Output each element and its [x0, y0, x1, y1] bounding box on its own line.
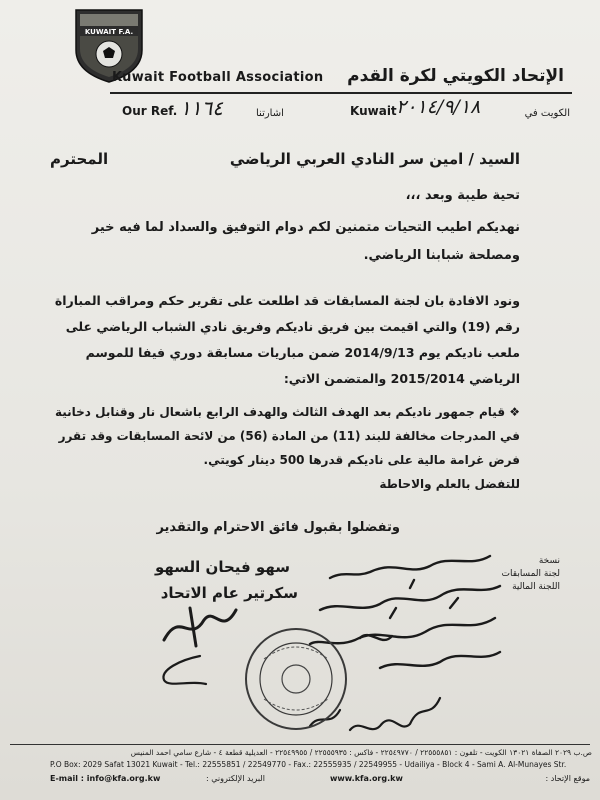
official-stamp-icon [242, 625, 350, 733]
ref-number: ١١٦٤ [180, 96, 223, 120]
recipient-line [50, 150, 520, 168]
footer-address-en: P.O Box: 2029 Safat 13021 Kuwait - Tel.: 22555851 / 22549770 - Fax.: 22555935 / 22549955 - Udailiya - Block 4 - Sami A. Al-Munayes Str. [50, 760, 567, 769]
ref-label-en: Our Ref. [122, 104, 178, 118]
svg-text:KUWAIT F.A.: KUWAIT F.A. [84, 28, 134, 36]
copy-recipient-2: اللجنة المالية [512, 582, 560, 592]
header-rule [110, 92, 572, 94]
copy-recipient-1: لجنة المسابقات [501, 569, 560, 579]
bullet-item [50, 400, 520, 496]
bullet-text: قيام جمهور ناديكم بعد الهدف الثالث والهدف الرابع باشعال نار وقنابل دخانية في المدرجات مخالفة للبند (11) من المادة (56) من لائحة المسابقات وقد تقرر فرض غرامة مالية على ناديكم قدرها 500 دينار كويتي. [54, 405, 520, 467]
footer-website[interactable]: www.kfa.org.kw [330, 774, 403, 783]
footer-address-ar: ص.ب ٢٠٢٩ الصفاة ١٣٠٢١ الكويت - تلفون : ٢٢٥٥٥٨٥١ / ٢٢٥٤٩٧٧٠ - فاكس : ٢٢٥٥٥٩٣٥ / ٢٢٥٤٩٩٥٥ - العديلية قطعة ٤ - شارع سامي احمد المنيس [130, 748, 592, 757]
footer-rule [10, 744, 590, 745]
place-label-ar: الكويت في [524, 108, 570, 119]
signatory-title: سكرتير عام الاتحاد [160, 584, 298, 602]
closing-line: وتفضلوا بقبول فائق الاحترام والتقدير [156, 520, 400, 535]
org-name-ar: الإتحاد الكويتي لكرة القدم [347, 66, 564, 86]
greeting: تحية طيبة وبعد ،،، [405, 188, 520, 203]
honorific: المحترم [50, 150, 109, 168]
footer-email-label-ar: البريد الإلكتروني : [206, 774, 265, 783]
org-name-en: Kuwait Football Association [112, 70, 324, 85]
copy-label: نسخة [538, 556, 560, 566]
recipient: السيد / امين سر النادي العربي الرياضي [229, 150, 520, 168]
signature-loop-icon [150, 650, 210, 690]
bullet-tail: للتفضل بالعلم والاحاطة [379, 477, 520, 491]
paragraph-2: ونود الافادة بان لجنة المسابقات قد اطلعت على تقرير حكم ومراقب المباراة رقم (19) والتي اقيمت بين فريق ناديكم وفريق نادي الشباب الرياضي على ملعب ناديكم يوم 2014/9/13 ضمن مباريات مسابقة دوري فيفا للموسم الرياضي 2015/2014 والمتضمن الاتي: [54, 293, 520, 386]
ref-label-ar: اشارتنا [256, 108, 284, 119]
bullet-icon: ❖ [505, 405, 520, 419]
letter-date: ٢٠١٤/٩/١٨ [396, 96, 481, 118]
place-label-en: Kuwait [350, 104, 397, 118]
signature-scrawl-icon [160, 600, 240, 650]
footer-email[interactable]: E-mail : info@kfa.org.kw [50, 774, 161, 783]
footer-website-label-ar: موقع الإتحاد : [545, 774, 590, 783]
paragraph-1: نهديكم اطيب التحيات متمنين لكم دوام التوفيق والسداد لما فيه خير ومصلحة شبابنا الرياضي. [91, 220, 520, 263]
signatory-name: سهو فيحان السهو [154, 558, 290, 576]
